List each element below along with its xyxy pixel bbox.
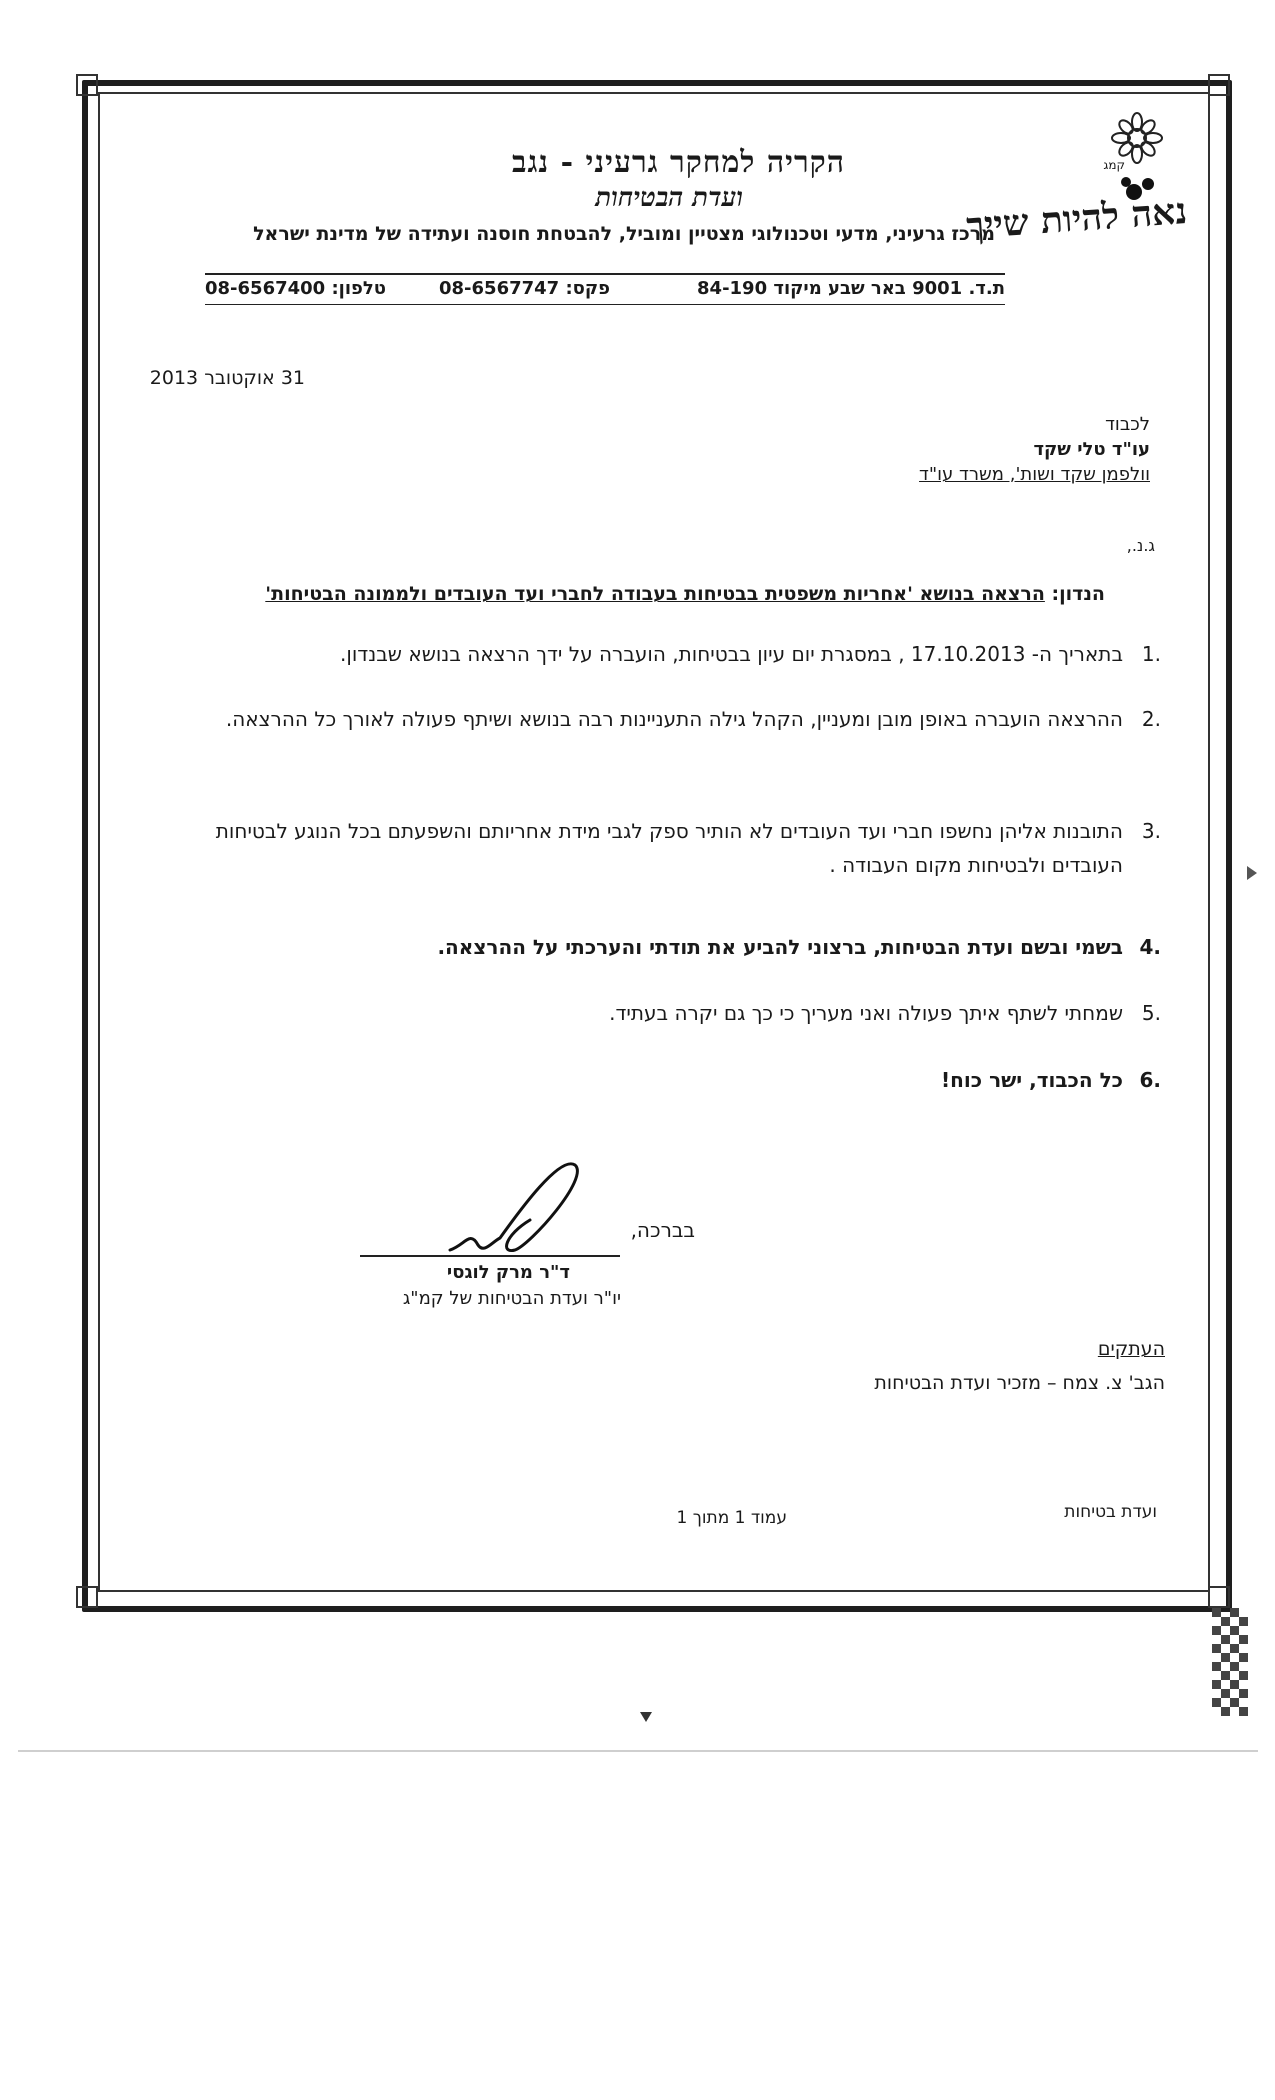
handwritten-signature bbox=[440, 1150, 590, 1264]
list-item bbox=[203, 702, 1161, 736]
item-number: .6 bbox=[1139, 1068, 1161, 1092]
item-number: .3 bbox=[1141, 819, 1161, 843]
phone-text: טלפון: 08-6567400 bbox=[205, 278, 386, 299]
fax-text: פקס: 08-6567747 bbox=[439, 278, 610, 299]
recipient-name: עו"ד טלי שקד bbox=[1033, 439, 1150, 460]
item-text: בתאריך ה- 17.10.2013 , במסגרת יום עיון בבטיחות, הועברה על ידך הרצאה בנושא שבנדון. bbox=[340, 642, 1123, 666]
item-number: .2 bbox=[1141, 707, 1161, 731]
frame-corner bbox=[76, 74, 98, 96]
subject-label: הנדון: bbox=[1051, 583, 1105, 605]
footer-committee: ועדת בטיחות bbox=[1064, 1502, 1157, 1522]
list-item bbox=[203, 1063, 1161, 1097]
list-item bbox=[203, 637, 1161, 671]
copies-recipient: הגב' צ. צמח – מזכיר ועדת הבטיחות bbox=[874, 1372, 1165, 1394]
page-bottom-divider bbox=[18, 1750, 1258, 1752]
logo-small-text: קמג bbox=[1103, 158, 1125, 172]
item-number: .5 bbox=[1141, 1001, 1161, 1025]
frame-corner bbox=[76, 1586, 98, 1608]
closing-text: בברכה, bbox=[630, 1218, 695, 1242]
page-down-arrow-icon[interactable] bbox=[640, 1712, 652, 1722]
recipient-firm: וולפמן שקד ושות', משרד עו"ד bbox=[919, 464, 1150, 485]
subject-text: הרצאה בנושא 'אחריות משפטית בבטיחות בעבודה לחברי ועד העובדים ולממונה הבטיחות' bbox=[265, 583, 1045, 605]
page-number: עמוד 1 מתוך 1 bbox=[676, 1508, 787, 1528]
recipient-label: לכבוד bbox=[1105, 414, 1150, 435]
organization-description: מרכז גרעיני, מדעי וטכנולוגי מצטיין ומוביל, להבטחת חוסנה ועתידה של מדינת ישראל bbox=[253, 223, 995, 245]
contact-underline bbox=[205, 304, 1005, 305]
salutation: ג.נ., bbox=[1126, 536, 1155, 555]
logo-slogan: נאה להיות שייך bbox=[965, 190, 1189, 248]
list-item bbox=[203, 814, 1161, 882]
frame-corner bbox=[1208, 74, 1230, 96]
signer-name: ד"ר מרק לוגסי bbox=[446, 1262, 570, 1283]
committee-name: ועדת הבטיחות bbox=[595, 183, 743, 213]
letterhead-divider bbox=[205, 273, 1005, 275]
item-number: .4 bbox=[1139, 935, 1161, 959]
item-text: ההרצאה הועברה באופן מובן ומעניין, הקהל גילה התעניינות רבה בנושא ושיתף פעולה לאורך כל ההרצאה. bbox=[225, 707, 1123, 731]
item-number: .1 bbox=[1141, 642, 1161, 666]
list-item bbox=[203, 996, 1161, 1030]
scan-checker-pattern bbox=[1212, 1608, 1248, 1728]
list-item bbox=[203, 930, 1161, 964]
letter-date: 31 אוקטובר 2013 bbox=[149, 367, 305, 389]
subject-line bbox=[265, 583, 1105, 605]
copies-heading: העתקים bbox=[1097, 1338, 1165, 1360]
frame-corner bbox=[1208, 1586, 1230, 1608]
scroll-right-arrow-icon bbox=[1247, 866, 1257, 880]
contact-line bbox=[205, 278, 1005, 304]
item-text: שמחתי לשתף איתך פעולה ואני מעריך כי כך גם יקרה בעתיד. bbox=[609, 1001, 1123, 1025]
item-text: כל הכבוד, ישר כוח! bbox=[941, 1068, 1123, 1092]
signer-role: יו"ר ועדת הבטיחות של קמ"ג bbox=[402, 1288, 621, 1309]
organization-name: הקריה למחקר גרעיני - נגב bbox=[512, 145, 845, 180]
signature-line bbox=[360, 1255, 620, 1257]
item-text: בשמי ובשם ועדת הבטיחות, ברצוני להביע את תודתי והערכתי על ההרצאה. bbox=[437, 935, 1123, 959]
address-text: ת.ד. 9001 באר שבע מיקוד 84-190 bbox=[697, 278, 1005, 299]
item-text: התובנות אליהן נחשפו חברי ועד העובדים לא הותיר ספק לגבי מידת אחריותם והשפעתם בכל הנוגע לבטיחות העובדים ולבטיחות מקום העבודה . bbox=[215, 819, 1123, 877]
